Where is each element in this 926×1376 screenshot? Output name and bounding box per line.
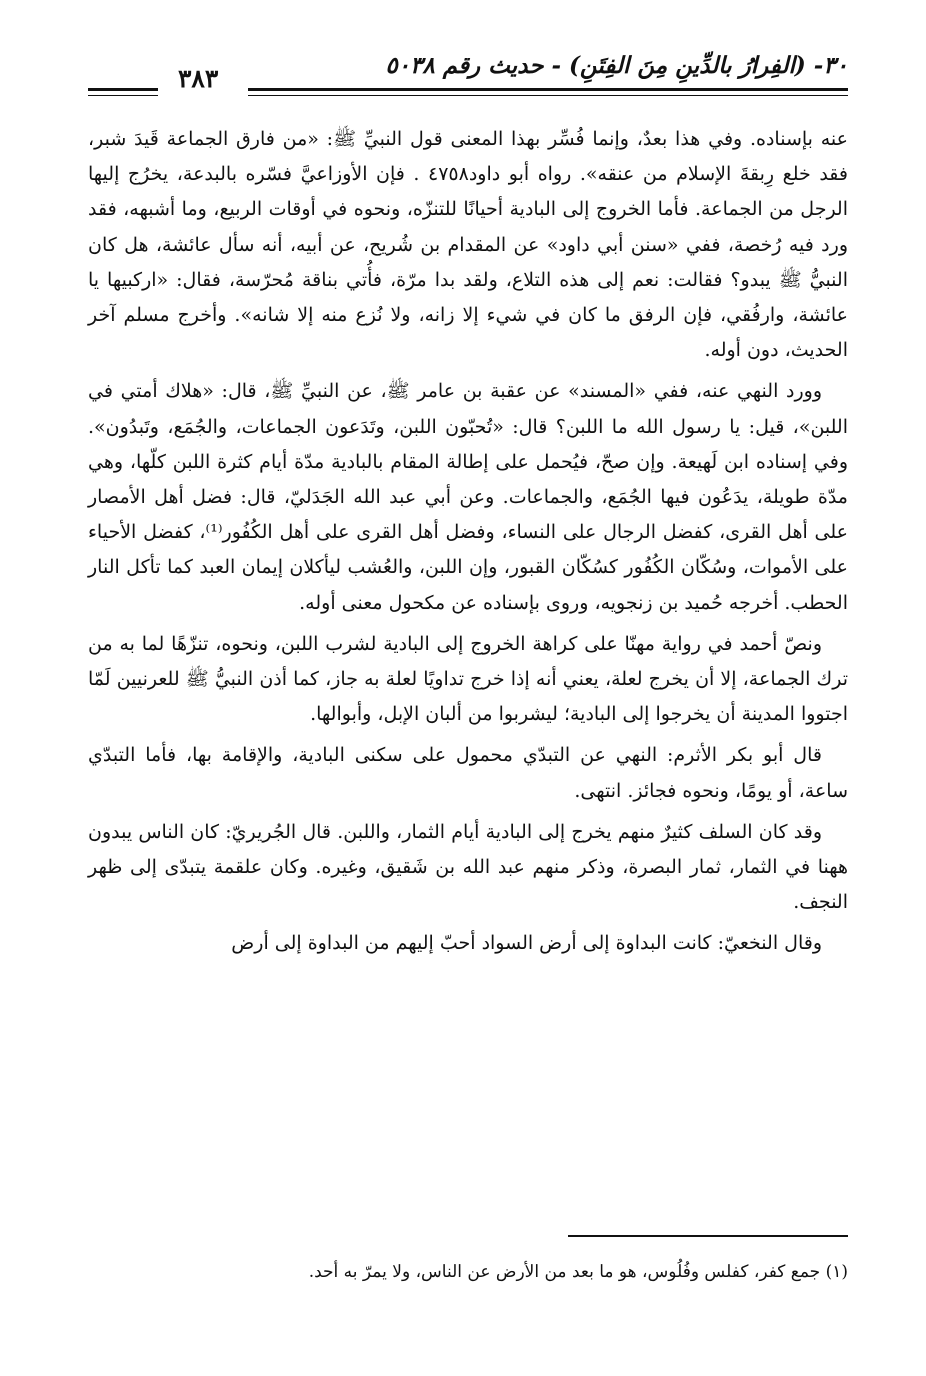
running-header [88,48,848,108]
paragraph: وقد كان السلف كثيرٌ منهم يخرج إلى البادية أيام الثمار، واللبن. قال الجُريريّ: كان الناس يبدون ههنا في الثمار، ثمار البصرة، وذكر منهم عبد الله بن شَقيق، وغيره. وكان علقمة يتبدّى إلى ظهر النجف. [88,820,848,914]
footnote: (١) جمع كفر، كفلس وفُلُوس، هو ما بعد من الأرض عن الناس، ولا يمرّ به أحد. [308,1262,848,1282]
footnote-separator [568,1235,848,1237]
page-number: ٣٨٣ [178,64,219,93]
main-text [88,122,848,968]
header-rule-thin [248,95,848,96]
paragraph: وقال النخعيّ: كانت البداوة إلى أرض السواد أحبّ إليهم من البداوة إلى أرض [231,932,822,955]
paragraph: عنه بإسناده. وفي هذا بعدٌ، وإنما فُسِّر بهذا المعنى قول النبيِّ ﷺ: «من فارق الجماعة قَيدَ شبر، فقد خلع رِبقةَ الإسلام من عنقه». رواه أبو داود٤٧٥٨ . فإن الأوزاعيَّ فسّره بالبدعة، يخرُج إليها الرجل من الجماعة. فأما الخروج إلى البادية أحيانًا للتنزّه، ونحوه في أوقات الربيع، وما أشبهه، فقد ورد فيه رُخصة، ففي «سنن أبي داود» عن المقدام بن شُريح، عن أبيه، أنه سأل عائشة، هل كان النبيُّ ﷺ يبدو؟ فقالت: نعم إلى هذه التلاع، ولقد بدا مرّة، فأُتي بناقة مُحرّسة، فقال: «اركبيها يا عائشة، وارفُقي، فإن الرفق ما كان في شيء إلا زانه، ولا نُزع منه إلا شانه». وأخرج مسلم آخر الحديث، دون أوله. [88,128,849,362]
paragraph: قال أبو بكر الأثرم: النهي عن التبدّي محمول على سكنى البادية، والإقامة بها، فأما التبدّي ساعة، أو يومًا، ونحوه فجائز. انتهى. [88,744,848,802]
paragraph: وورد النهي عنه، ففي «المسند» عن عقبة بن عامر ﷺ، عن النبيِّ ﷺ، قال: «هلاك أمتي في اللبن»، قيل: يا رسول الله ما اللبن؟ قال: «تُحبّون اللبن، وتَدَعون الجماعات، والجُمَع، وتَبدُون». وفي إسناده ابن لَهيعة. وإن صحّ، فيُحمل على إطالة المقام بالبادية مدّة أيام كثرة اللبن كلّها، وهي مدّة طويلة، يدَعُون فيها الجُمَع، والجماعات. وعن أبي عبد الله الجَدَليّ، قال: فضل أهل الأمصار على أهل القرى، كفضل الرجال على النساء، وفضل أهل القرى على أهل الكُفُور⁽¹⁾، كفضل الأحياء على الأموات، وسُكّان الكُفُور كسُكّان القبور، وإن اللبن، والعُشب ليأكلان إيمان العبد كما تأكل النار الحطب. أخرجه حُميد بن زنجويه، وروى بإسناده عن مكحول معنى أوله. [88,380,848,614]
header-rule [248,88,848,91]
page-number-rule [88,88,158,91]
chapter-title: ٣٠- (الفِرارُ بالدِّينِ مِنَ الفِتَنِ) - حديث رقم ٥٠٣٨ [385,52,848,79]
page-number-rule-thin [88,95,158,96]
paragraph: ونصّ أحمد في رواية مهنّا على كراهة الخروج إلى البادية لشرب اللبن، ونحوه، تنزّهًا لما به من ترك الجماعة، إلا أن يخرج لعلة، يعني أنه إذا خرج تداويًا لعلة به جاز، كما أذن النبيُّ ﷺ للعرنيين لَمّا اجتووا المدينة أن يخرجوا إلى البادية؛ ليشربوا من ألبان الإبل، وأبوالها. [88,632,848,726]
